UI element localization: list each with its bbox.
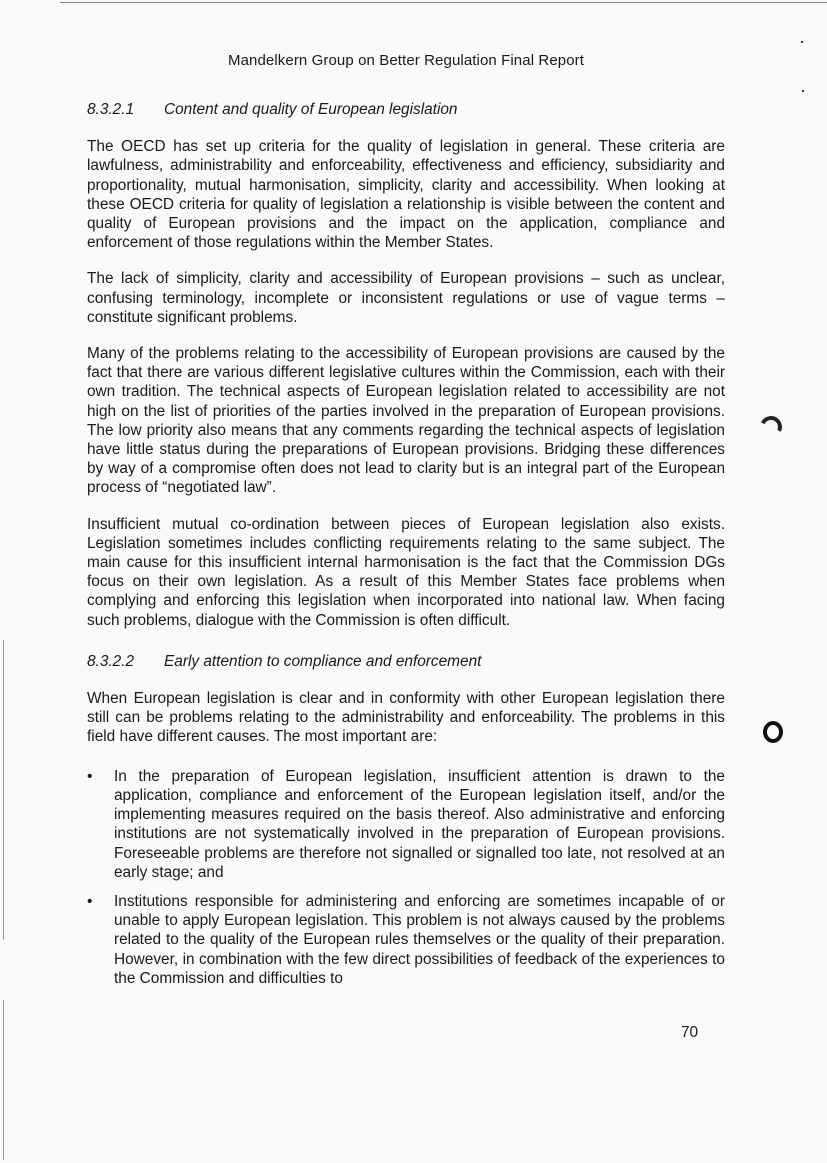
section-number: 8.3.2.2 (87, 652, 135, 670)
bullet-list (87, 767, 725, 988)
section-heading (87, 100, 725, 119)
scan-margin-line (3, 640, 4, 940)
punch-hole-mark (757, 413, 785, 441)
paragraph: When European legislation is clear and in conformity with other European legislation there still can be problems relating to the administrability and enforceability. The problems in this field have different causes. The most important are: (87, 690, 725, 746)
paragraph: Many of the problems relating to the accessibility of European provisions are caused by the fact that there are various different legislative cultures within the Commission, each with their own tradition. The technical aspects of European legislation related to accessibility are not high on the list of priorities of the parties involved in the preparation of European provisions. The low priority also means that any comments regarding the technical aspects of legislation have little status during the preparations of European provisions. Bridging these differences by way of a compromise often does not lead to clarity but is an integral part of the European process of “negotiated law”. (87, 345, 725, 497)
page-number: 70 (681, 1024, 699, 1041)
section-title: Early attention to compliance and enforcement (164, 652, 482, 670)
section-8-3-2-2 (87, 652, 725, 988)
document-body (87, 100, 725, 998)
scan-margin-line (3, 1000, 4, 1160)
bullet-item: • Institutions responsible for administering and enforcing are sometimes incapable of or unable to apply European legislation. This problem is not always caused by the problems related to the quality of the European rules themselves or the quality of their preparation. However, in combination with the few direct possibilities of feedback of the experiences to the Commission and difficulties to (87, 892, 725, 988)
running-header: Mandelkern Group on Better Regulation Final Report (227, 52, 585, 69)
scan-speck (802, 90, 804, 92)
section-heading (87, 652, 725, 671)
paragraph: The OECD has set up criteria for the quality of legislation in general. These criteria are lawfulness, administrability and enforceability, effectiveness and efficiency, subsidiarity and proportionality, mutual harmonisation, simplicity, clarity and accessibility. When looking at these OECD criteria for quality of legislation a relationship is visible between the content and quality of European provisions and the impact on the application, compliance and enforcement of those regulations within the Member States. (87, 138, 725, 252)
scan-top-edge (60, 2, 827, 3)
punch-hole-mark (763, 721, 783, 743)
section-number: 8.3.2.1 (87, 101, 135, 118)
paragraph: Insufficient mutual co-ordination between pieces of European legislation also exists. Legislation sometimes includes conflicting requirements relating to the same subject. The main cause for this insufficient internal harmonisation is the fact that the Commission DGs focus on their own legislation. As a result of this Member States face problems when complying and enforcing this legislation when incorporated into national law. When facing such problems, dialogue with the Commission is often difficult. (87, 515, 725, 629)
bullet-item: • In the preparation of European legislation, insufficient attention is drawn to the application, compliance and enforcement of the European legislation itself, and/or the implementing measures required on the basis thereof. Also administrative and enforcing institutions are not systematically involved in the preparation of European provisions. Foreseeable problems are therefore not signalled or signalled too late, not resolved at an early stage; and (87, 767, 725, 882)
paragraph: The lack of simplicity, clarity and accessibility of European provisions – such as unclear, confusing terminology, incomplete or inconsistent regulations or use of vague terms – constitute significant problems. (87, 270, 725, 326)
section-title: Content and quality of European legislation (164, 101, 458, 118)
scan-speck (801, 41, 803, 43)
section-8-3-2-1 (87, 100, 725, 630)
